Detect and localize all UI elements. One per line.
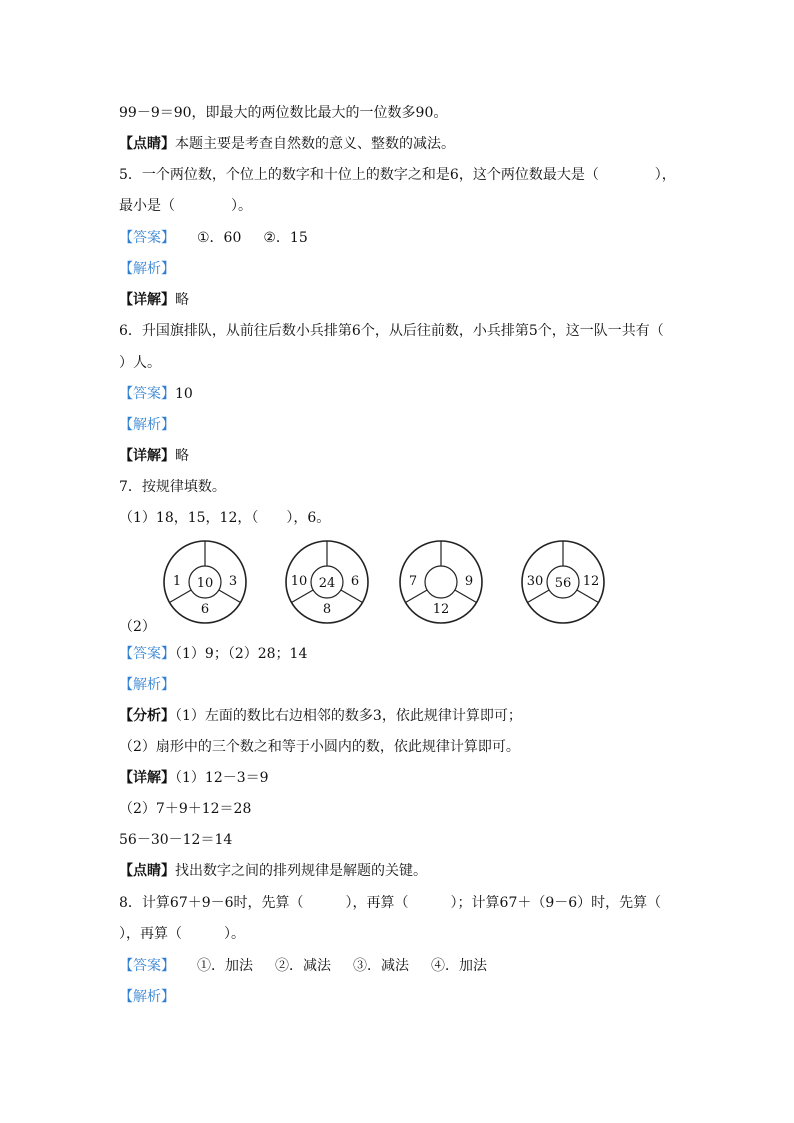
left-sector-number: 10 <box>290 574 308 589</box>
q5-jiexi-line <box>119 260 175 278</box>
right-sector-number: 12 <box>582 574 600 589</box>
number-circles-svg <box>160 539 620 625</box>
q7-answer-line: 【答案】（1）9；（2）28；14 <box>119 646 308 662</box>
left-sector-number: 1 <box>172 574 182 589</box>
bottom-sector-number: 8 <box>322 602 332 617</box>
dianjing-tag: 【点睛】 <box>119 863 175 879</box>
left-sector-number: 7 <box>408 574 418 589</box>
sector-divider <box>341 590 363 603</box>
q5-xiangjie-line: 【详解】略 <box>119 292 189 308</box>
question-5-line-1: 5．一个两位数，个位上的数字和十位上的数字之和是6，这个两位数最大是（ ）， <box>119 167 676 183</box>
answer-tag: 【答案】 <box>119 958 175 974</box>
dianjing-tag: 【点睛】 <box>119 136 175 152</box>
sector-divider <box>219 590 241 603</box>
center-number: 56 <box>554 576 572 591</box>
question-5-line-2: 最小是（ ）。 <box>119 198 252 214</box>
sector-divider <box>577 590 599 603</box>
number-circles-figure <box>160 539 620 625</box>
answer-tag: 【答案】 <box>119 646 175 662</box>
q8-answer-line: 【答案】 ①．加法 ②．减法 ③．减法 ④．加法 <box>119 958 487 974</box>
q7-fenxi-line-1: 【分析】（1）左面的数比右边相邻的数多3，依此规律计算即可； <box>119 708 522 724</box>
left-sector-number: 30 <box>526 574 544 589</box>
sector-divider <box>291 590 313 603</box>
xiangjie-tag: 【详解】 <box>119 448 175 464</box>
bottom-sector-number: 6 <box>200 602 210 617</box>
q8-jiexi-line <box>119 988 175 1006</box>
q6-jiexi-line <box>119 416 175 434</box>
number-circle <box>522 541 604 623</box>
q6-answer-line: 【答案】10 <box>119 386 193 402</box>
sector-divider <box>527 590 549 603</box>
jiexi-tag: 【解析】 <box>119 677 175 693</box>
jiexi-tag: 【解析】 <box>119 261 175 277</box>
q6-xiangjie-line: 【详解】略 <box>119 448 189 464</box>
number-circle <box>164 541 246 623</box>
question-7-title: 7．按规律填数。 <box>119 479 226 495</box>
bottom-sector-number: 12 <box>432 602 450 617</box>
question-6-line-1: 6．升国旗排队，从前往后数小兵排第6个，从后往前数，小兵排第5个，这一队一共有（ <box>119 323 664 339</box>
q7-fenxi-line-2: （2）扇形中的三个数之和等于小圆内的数，依此规律计算即可。 <box>119 739 520 755</box>
xiangjie-tag: 【详解】 <box>119 770 175 786</box>
q5-answer-line: 【答案】 ①．60 ②．15 <box>119 230 308 246</box>
sector-divider <box>455 590 477 603</box>
center-number: 10 <box>196 576 214 591</box>
right-sector-number: 3 <box>228 574 238 589</box>
fenxi-tag: 【分析】 <box>119 708 175 724</box>
right-sector-number: 6 <box>350 574 360 589</box>
inner-circle <box>425 566 457 598</box>
center-number: 24 <box>318 576 336 591</box>
jiexi-tag: 【解析】 <box>119 417 175 433</box>
sector-divider <box>169 590 191 603</box>
q7-xiangjie-line-3: 56－30－12＝14 <box>119 832 233 848</box>
question-8-line-1: 8．计算67＋9－6时，先算（ ），再算（ ）；计算67＋（9－6）时，先算（ <box>119 895 662 911</box>
question-8-line-2: ），再算（ ）。 <box>119 926 245 942</box>
question-7-part-1: （1）18，15，12，（ ），6。 <box>119 510 331 526</box>
dianjing-line: 【点睛】本题主要是考查自然数的意义、整数的减法。 <box>119 136 455 152</box>
question-7-part-2: （2） <box>119 619 156 635</box>
q7-xiangjie-line-1: 【详解】（1）12－3＝9 <box>119 770 269 786</box>
xiangjie-tag: 【详解】 <box>119 292 175 308</box>
right-sector-number: 9 <box>464 574 474 589</box>
answer-tag: 【答案】 <box>119 230 175 246</box>
answer-tag: 【答案】 <box>119 386 175 402</box>
q7-jiexi-line <box>119 676 175 694</box>
jiexi-tag: 【解析】 <box>119 989 175 1005</box>
q7-xiangjie-line-2: （2）7＋9＋12＝28 <box>119 801 252 817</box>
q7-dianjing-line: 【点睛】找出数字之间的排列规律是解题的关键。 <box>119 863 427 879</box>
question-6-line-2: ）人。 <box>119 355 161 371</box>
number-circle <box>400 541 482 623</box>
sector-divider <box>405 590 427 603</box>
number-circle <box>286 541 368 623</box>
text-line: 99－9＝90，即最大的两位数比最大的一位数多90。 <box>119 105 448 121</box>
